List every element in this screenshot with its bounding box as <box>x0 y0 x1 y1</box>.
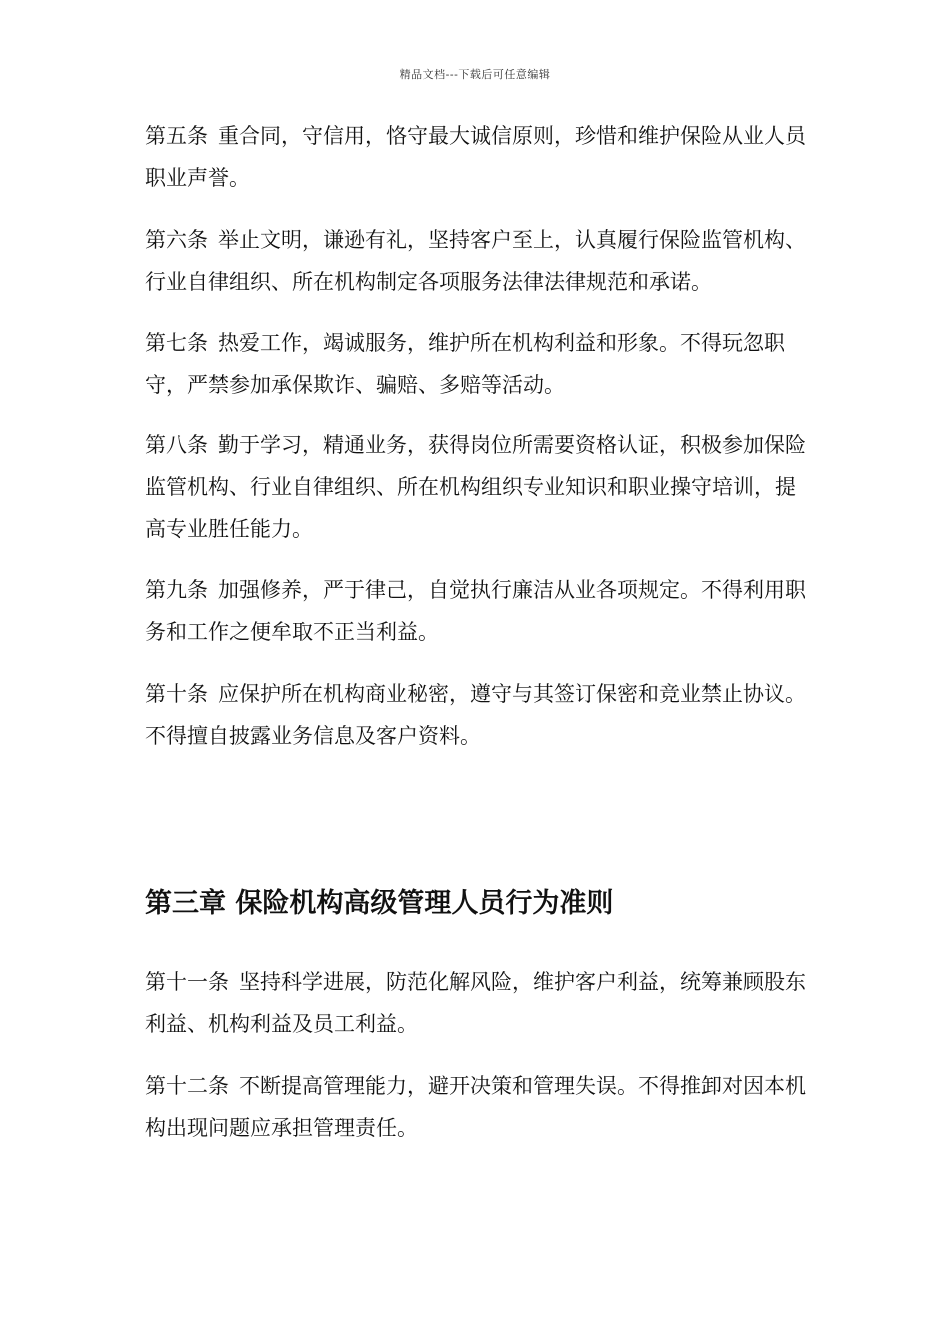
article-text: 举止文明，谦逊有礼，坚持客户至上，认真履行保险监管机构、行业自律组织、所在机构制定各项服务法律法律规范和承诺。 <box>145 228 806 294</box>
article-12 <box>145 1065 810 1149</box>
article-number: 第八条 <box>145 433 208 457</box>
article-text: 应保护所在机构商业秘密，遵守与其签订保密和竞业禁止协议。不得擅自披露业务信息及客户资料。 <box>145 682 806 748</box>
article-number: 第十一条 <box>145 970 229 994</box>
article-text: 加强修养，严于律己，自觉执行廉洁从业各项规定。不得利用职务和工作之便牟取不正当利益。 <box>145 578 806 644</box>
article-8 <box>145 424 810 550</box>
article-number: 第五条 <box>145 124 208 148</box>
article-text: 勤于学习，精通业务，获得岗位所需要资格认证，积极参加保险监管机构、行业自律组织、所在机构组织专业知识和职业操守培训，提高专业胜任能力。 <box>145 433 806 541</box>
chapter-title: 第三章 保险机构高级管理人员行为准则 <box>145 888 614 919</box>
page-header: 精品文档---下载后可任意编辑 <box>399 68 551 81</box>
article-text: 热爱工作，竭诚服务，维护所在机构利益和形象。不得玩忽职守，严禁参加承保欺诈、骗赔、多赔等活动。 <box>145 331 785 397</box>
article-number: 第十二条 <box>145 1074 229 1098</box>
article-5 <box>145 115 810 199</box>
article-11 <box>145 961 810 1045</box>
article-text: 重合同，守信用，恪守最大诚信原则，珍惜和维护保险从业人员职业声誉。 <box>145 124 806 190</box>
article-6 <box>145 219 810 303</box>
article-10 <box>145 673 810 757</box>
article-number: 第十条 <box>145 682 208 706</box>
article-7 <box>145 322 810 406</box>
article-number: 第六条 <box>145 228 208 252</box>
article-number: 第九条 <box>145 578 208 602</box>
article-number: 第七条 <box>145 331 208 355</box>
article-text: 不断提高管理能力，避开决策和管理失误。不得推卸对因本机构出现问题应承担管理责任。 <box>145 1074 806 1140</box>
article-9 <box>145 569 810 653</box>
article-text: 坚持科学进展，防范化解风险，维护客户利益，统筹兼顾股东利益、机构利益及员工利益。 <box>145 970 806 1036</box>
